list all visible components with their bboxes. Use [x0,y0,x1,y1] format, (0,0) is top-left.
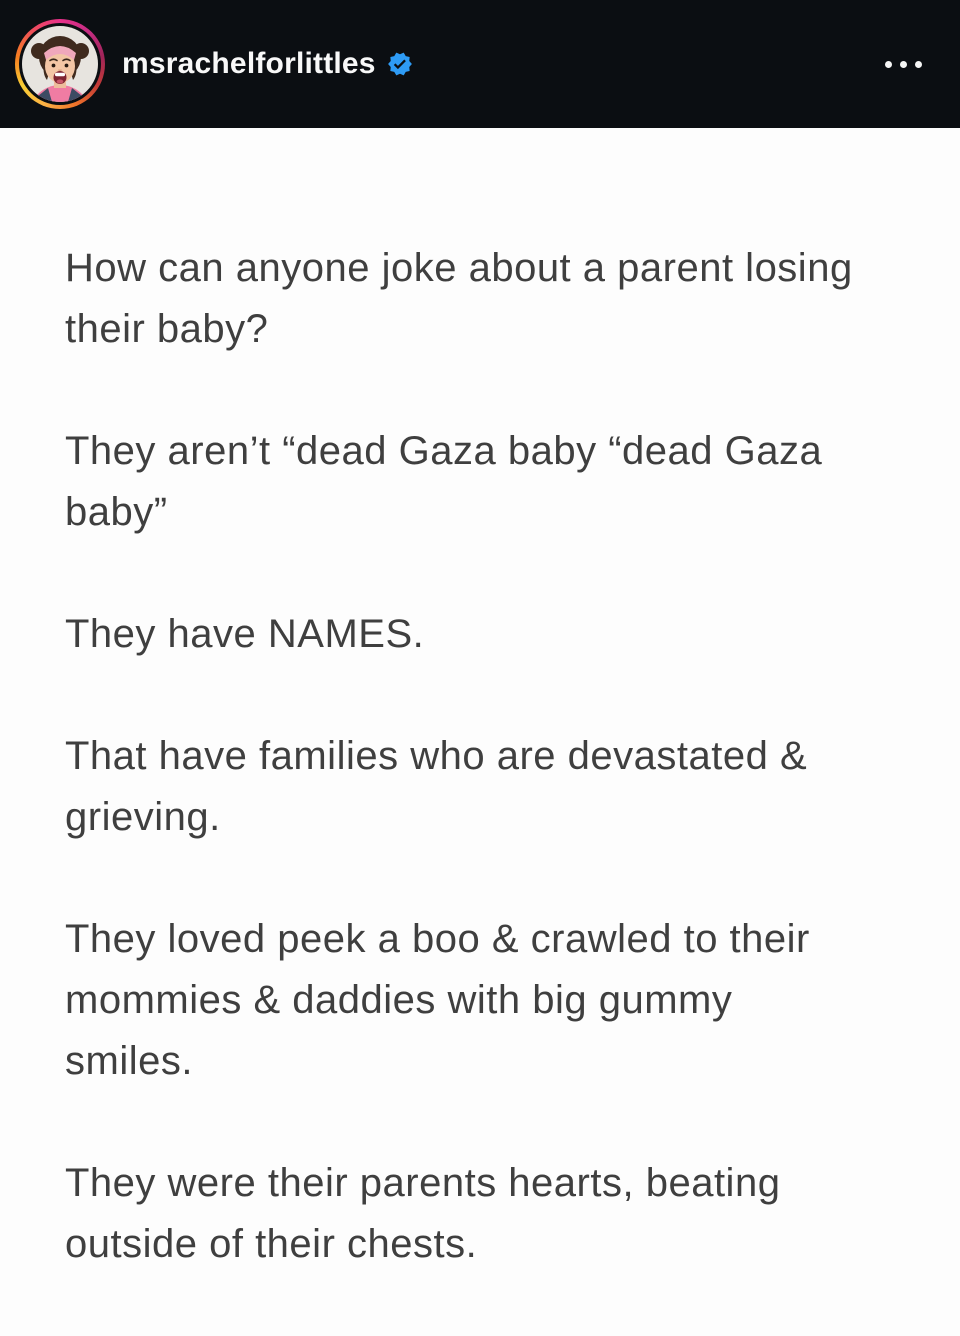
more-options-button[interactable] [877,53,930,76]
avatar[interactable] [15,19,105,109]
post-paragraph: They were their parents hearts, beating outside of their chests. [65,1161,781,1266]
post-paragraph: That have families who are devastated & grieving. [65,734,808,839]
verified-badge-icon [387,51,413,77]
ellipsis-icon [885,61,922,68]
story-ring [19,23,101,105]
post-header [0,0,960,128]
post-body [0,128,960,1336]
post-paragraph: How can anyone joke about a parent losing their baby? [65,246,853,351]
post-paragraph: They loved peek a boo & crawled to their mommies & daddies with big gummy smiles. [65,917,810,1083]
post-paragraph: They have NAMES. [65,612,425,656]
avatar-image [22,26,98,102]
post-paragraph: They aren’t “dead Gaza baby “dead Gaza baby” [65,429,823,534]
username[interactable]: msrachelforlittles [122,47,376,80]
